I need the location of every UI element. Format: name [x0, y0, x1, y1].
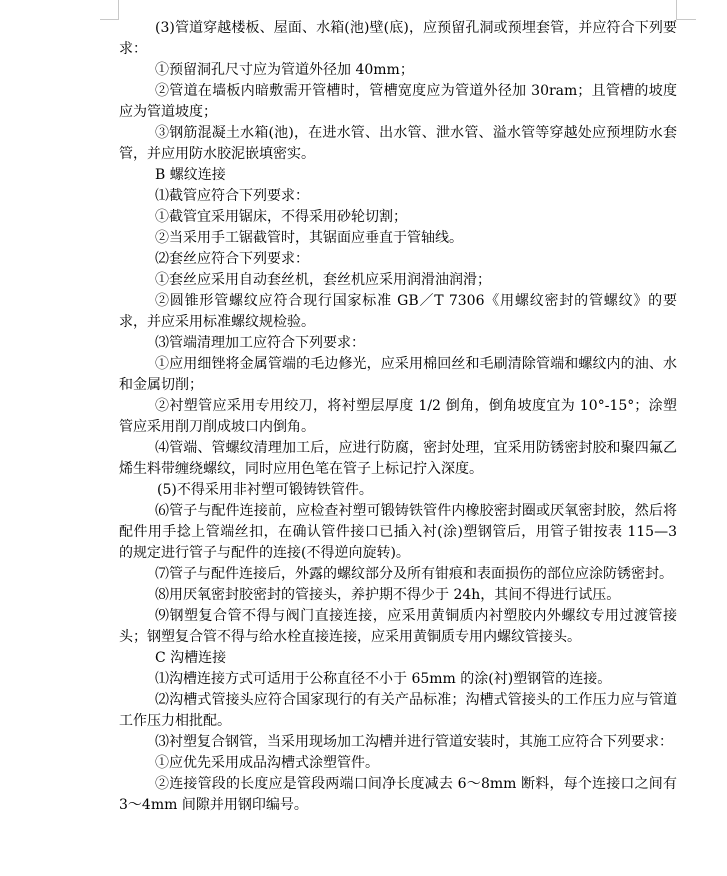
section-heading: B 螺纹连接	[155, 167, 226, 183]
paragraph: ②圆锥形管螺纹应符合现行国家标准 GB／T 7306《用螺纹密封的管螺纹》的要求，并应采用标准螺纹规检验。	[119, 293, 677, 330]
paragraph: ⑴截管应符合下列要求：	[155, 188, 309, 204]
crop-mark-top-left-horizontal	[100, 19, 119, 20]
document-body	[119, 18, 677, 816]
paragraph: ③钢筋混凝土水箱(池)，在进水管、出水管、泄水管、溢水管等穿越处应预埋防水套管，并应用防水胶泥嵌填密实。	[119, 125, 677, 162]
paragraph: ⑹管子与配件连接前，应检查衬塑可锻铸铁管件内橡胶密封圈或厌氧密封胶，然后将配件用手捻上管端丝扣，在确认管件接口已插入衬(涂)塑钢管后，用管子钳按表 115—3 的规定进行管子与配件的连接(不得逆向旋转)。	[119, 503, 677, 561]
paragraph: ⑶衬塑复合钢管，当采用现场加工沟槽并进行管道安装时，其施工应符合下列要求：	[155, 734, 673, 750]
crop-mark-top-right-horizontal	[676, 19, 696, 20]
crop-mark-top-right-vertical	[676, 0, 677, 20]
paragraph: ①应用细锉将金属管端的毛边修光，应采用棉回丝和毛刷清除管端和螺纹内的油、水和金属切削；	[119, 356, 677, 393]
paragraph: ⑴沟槽连接方式可适用于公称直径不小于 65mm 的涂(衬)塑钢管的连接。	[155, 671, 612, 687]
paragraph: ⑶管端清理加工应符合下列要求：	[155, 335, 365, 351]
paragraph: ⑵套丝应符合下列要求：	[155, 251, 309, 267]
section-heading: C 沟槽连接	[155, 650, 227, 666]
paragraph: ⑷管端、管螺纹清理加工后，应进行防腐，密封处理，宜采用防锈密封胶和聚四氟乙烯生料带缠绕螺纹，同时应用色笔在管子上标记拧入深度。	[119, 440, 677, 477]
paragraph: ①截管宜采用锯床，不得采用砂轮切割；	[155, 209, 407, 225]
crop-mark-top-left-vertical	[118, 0, 119, 20]
paragraph: ①应优先采用成品沟槽式涂塑管件。	[155, 755, 379, 771]
paragraph: ②衬塑管应采用专用绞刀，将衬塑层厚度 1/2 倒角，倒角坡度宜为 10°-15°；涂塑管应采用削刀削成坡口内倒角。	[119, 398, 677, 435]
paragraph: ⑻用厌氧密封胶密封的管接头，养护期不得少于 24h，其间不得进行试压。	[155, 587, 621, 603]
paragraph: ②连接管段的长度应是管段两端口间净长度减去 6～8mm 断料，每个连接口之间有 3～4mm 间隙并用钢印编号。	[119, 776, 677, 813]
paragraph: ①套丝应采用自动套丝机，套丝机应采用润滑油润滑；	[155, 272, 491, 288]
paragraph: ②当采用手工锯截管时，其锯面应垂直于管轴线。	[155, 230, 463, 246]
paragraph: ⑵沟槽式管接头应符合国家现行的有关产品标准；沟槽式管接头的工作压力应与管道工作压力相批配。	[119, 692, 677, 729]
paragraph: ②管道在墙板内暗敷需开管槽时，管槽宽度应为管道外径加 30ram；且管槽的坡度应为管道坡度；	[119, 83, 677, 120]
paragraph: ⑼钢塑复合管不得与阀门直接连接，应采用黄铜质内衬塑胶内外螺纹专用过渡管接头；钢塑复合管不得与给水栓直接连接，应采用黄铜质专用内螺纹管接头。	[119, 608, 677, 645]
paragraph: (5)不得采用非衬塑可锻铸铁管件。	[157, 482, 373, 498]
paragraph: (3)管道穿越楼板、屋面、水箱(池)壁(底)，应预留孔洞或预埋套管，并应符合下列要求：	[119, 20, 677, 57]
paragraph: ①预留洞孔尺寸应为管道外径加 40mm；	[155, 62, 414, 78]
paragraph: ⑺管子与配件连接后，外露的螺纹部分及所有钳痕和表面损伤的部位应涂防锈密封。	[155, 566, 673, 582]
